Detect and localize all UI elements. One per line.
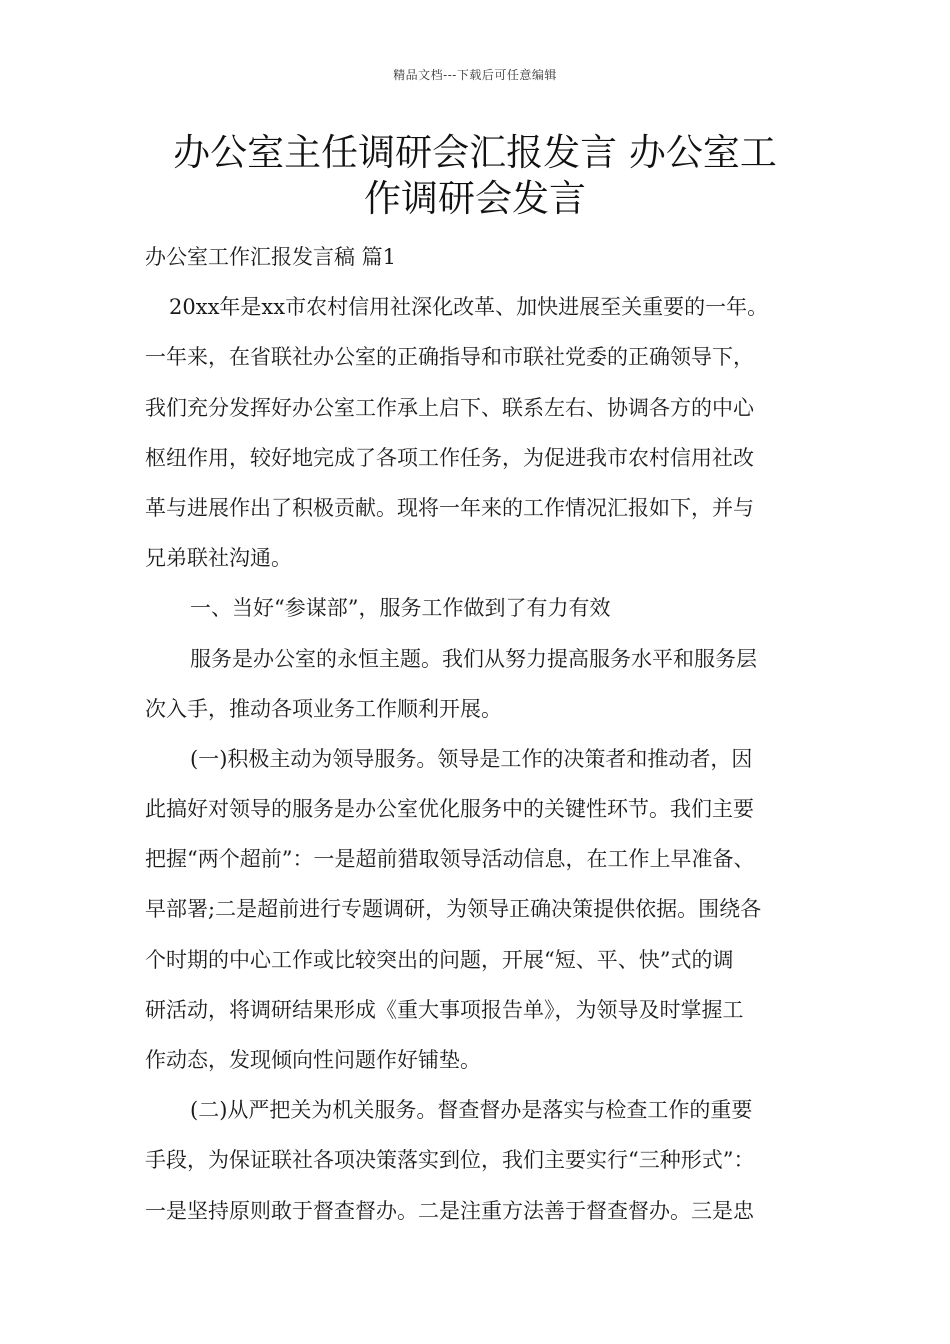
paragraph-line: 作动态，发现倾向性问题作好铺垫。 bbox=[145, 1048, 481, 1072]
document-title bbox=[140, 130, 810, 222]
paragraph-line: 早部署;二是超前进行专题调研，为领导正确决策提供依据。围绕各 bbox=[145, 897, 762, 922]
document-body bbox=[145, 232, 810, 1236]
section-heading: 办公室工作汇报发言稿 篇1 bbox=[145, 245, 397, 269]
paragraph-line: 枢纽作用，较好地完成了各项工作任务，为促进我市农村信用社改 bbox=[145, 445, 754, 470]
paragraph-line: 兄弟联社沟通。 bbox=[145, 546, 292, 571]
paragraph-line: (一)积极主动为领导服务。领导是工作的决策者和推动者，因 bbox=[190, 746, 753, 771]
title-line-2: 作调研会发言 bbox=[364, 177, 586, 220]
paragraph-line: 20xx年是xx市农村信用社深化改革、加快进展至关重要的一年。 bbox=[169, 295, 769, 320]
paragraph-line: 一年来，在省联社办公室的正确指导和市联社党委的正确领导下， bbox=[145, 345, 754, 370]
paragraph-line: (二)从严把关为机关服务。督查督办是落实与检查工作的重要 bbox=[190, 1098, 753, 1123]
paragraph-line: 个时期的中心工作或比较突出的问题，开展“短、平、快”式的调 bbox=[145, 947, 734, 972]
paragraph-line: 此搞好对领导的服务是办公室优化服务中的关键性环节。我们主要 bbox=[145, 797, 754, 822]
paragraph-line: 服务是办公室的永恒主题。我们从努力提高服务水平和服务层 bbox=[190, 646, 757, 671]
paragraph-line: 革与进展作出了积极贡献。现将一年来的工作情况汇报如下，并与 bbox=[145, 495, 754, 520]
paragraph-line: 一是坚持原则敢于督查督办。二是注重方法善于督查督办。三是忠 bbox=[145, 1198, 754, 1223]
header-note: 精品文档---下载后可任意编辑 bbox=[393, 68, 557, 82]
paragraph-line: 我们充分发挥好办公室工作承上启下、联系左右、协调各方的中心 bbox=[145, 395, 754, 420]
paragraph-line: 把握“两个超前”：一是超前猎取领导活动信息，在工作上早准备、 bbox=[145, 847, 755, 872]
title-line-1: 办公室主任调研会汇报发言 办公室工 bbox=[173, 131, 777, 174]
paragraph-line: 次入手，推动各项业务工作顺利开展。 bbox=[145, 696, 502, 721]
subsection-heading: 一、当好“参谋部”，服务工作做到了有力有效 bbox=[190, 596, 611, 621]
paragraph-line: 研活动，将调研结果形成《重大事项报告单》，为领导及时掌握工 bbox=[145, 997, 744, 1022]
paragraph-line: 手段，为保证联社各项决策落实到位，我们主要实行“三种形式”： bbox=[145, 1148, 755, 1173]
